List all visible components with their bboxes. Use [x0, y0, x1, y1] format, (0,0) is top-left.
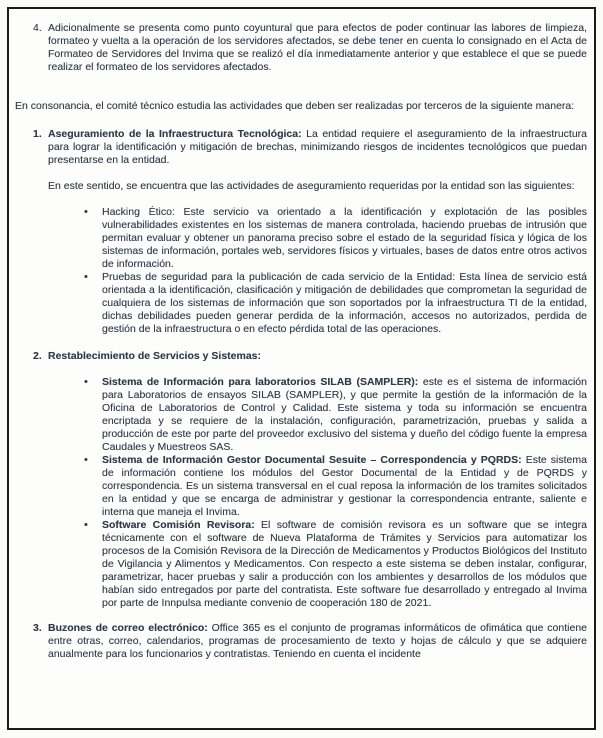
- bullet-sesuite-text: Sistema de Información Gestor Documental Sesuite – Correspondencia y PQRDS: Este sistema de información contiene los módulos del Gestor Documental de la Entidad y de PQRDS y correspondencia. Es un sistema transversal en el cual reposa la información de los tramites solicitados en la entidad y que se encarga de administrar y gestionar la correspondencia entrante, saliente e interna que maneja el Invima.: [102, 454, 587, 518]
- bullet-sesuite: [15, 454, 587, 519]
- bullet-pruebas-seguridad: [15, 271, 587, 336]
- item-1-subintro: En este sentido, se encuentra que las actividades de aseguramiento requeridas por la entidad son las siguientes:: [48, 180, 575, 192]
- bullet-icon: •: [84, 376, 88, 388]
- item-2-lead: Restablecimiento de Servicios y Sistemas:: [48, 350, 262, 362]
- list-item-3: [15, 622, 587, 661]
- bullet-icon: •: [84, 271, 88, 283]
- item-3-lead: Buzones de correo electrónico:: [48, 622, 208, 634]
- bullet-comision-revisora-text: Software Comisión Revisora: El software de comisión revisora es un software que se integra técnicamente con el software de Nueva Plataforma de Trámites y Servicios para automatizar los procesos de la Comisión Revisora de la Dirección de Medicamentos y Productos Biológicos del Instituto de Vigilancia y Alimentos y Medicamentos. Con respecto a este sistema se deben instalar, configurar, parametrizar, hacer pruebas y salir a producción con los ambientes y desarrollos de los módulos que habían sido entregados por parte del contratista. Este software fue desarrollado y entregado al Invima por parte de Innpulsa mediante convenio de cooperación 180 de 2021.: [102, 519, 587, 609]
- bullet-sesuite-lead: Sistema de Información Gestor Documental Sesuite – Correspondencia y PQRDS:: [102, 454, 522, 466]
- item-2-heading: [48, 350, 587, 363]
- item-2-number: 2.: [33, 350, 42, 362]
- bullet-comision-revisora: [15, 519, 587, 610]
- bullet-silab-text: Sistema de Información para laboratorios SILAB (SAMPLER): este es el sistema de información para Laboratorios de ensayos SILAB (SAMPLER), y que permite la gestión de la información de la Oficina de Laboratorios de Control y Calidad. Este sistema y toda su información se encuentra encriptada y se requiere de la instalación, configuración, parametrización, pruebas y salida a producción de este por parte del proveedor exclusivo del sistema y dueño del código fuente la empresa Caudales y Muestreos SAS.: [102, 376, 587, 453]
- bullet-icon: •: [84, 519, 88, 531]
- item-1-text: Aseguramiento de la Infraestructura Tecnológica: La entidad requiere el aseguramiento de la infraestructura para lograr la identificación y mitigación de brechas, minimizando riesgos de incidentes tecnológicos que puedan presentarse en la entidad.: [48, 128, 587, 166]
- item-4-text: Adicionalmente se presenta como punto coyuntural que para efectos de poder continuar las labores de limpieza, formateo y vuelta a la operación de los servidores afectados, se debe tener en cuenta lo consignado en el Acta de Formateo de Servidores del Invima que se realizó el día inmediatamente anterior y que establece el que se puede realizar el formateo de los servidores afectados.: [48, 22, 587, 73]
- list-item-1: [15, 128, 587, 167]
- list-item-2: [15, 350, 587, 363]
- item-1-number: 1.: [33, 128, 42, 140]
- bullet-silab: [15, 376, 587, 454]
- page-frame: [7, 7, 596, 730]
- list-item-4: [15, 22, 587, 74]
- bullet-icon: •: [84, 206, 88, 218]
- bullet-icon: •: [84, 454, 88, 466]
- bullet-pruebas-seguridad-text: Pruebas de seguridad para la publicación de cada servicio de la Entidad: Esta línea de servicio está orientada a la identificación, clasificación y mitigación de debilidades que comprometan la seguridad de cualquiera de los sistemas de información que son soportados por la infraestructura TI de la entidad, dichas debilidades pueden generar perdida de la información, accesos no autorizados, perdida de gestión de la infraestructura o en efecto pérdida total de las operaciones.: [102, 271, 587, 335]
- item-3-number: 3.: [33, 622, 42, 634]
- bullet-comision-revisora-lead: Software Comisión Revisora:: [102, 519, 255, 531]
- item-1-lead: Aseguramiento de la Infraestructura Tecnológica:: [48, 128, 302, 140]
- bullet-silab-lead: Sistema de Información para laboratorios SILAB (SAMPLER):: [102, 376, 419, 388]
- intro-paragraph: En consonancia, el comité técnico estudia las actividades que deben ser realizadas por terceros de la siguiente manera:: [15, 100, 575, 112]
- item-4-number: 4.: [33, 22, 42, 34]
- item-3-text: Buzones de correo electrónico: Office 365 es el conjunto de programas informáticos de ofimática que contiene entre otras, correo, calendarios, programas de procesamiento de texto y hojas de cálculo y que se adquiere anualmente para los funcionarios y contratistas. Teniendo en cuenta el incidente: [48, 622, 587, 660]
- bullet-hacking-etico-text: Hacking Ético: Este servicio va orientado a la identificación y explotación de las posibles vulnerabilidades existentes en los sistemas de manera controlada, haciendo pruebas de intrusión que permitan evaluar y obtener un panorama preciso sobre el estado de la seguridad física y lógica de los sistemas de información, portales web, servidores físicos y virtuales, bases de datos entre otros activos de información.: [102, 206, 587, 270]
- bullet-hacking-etico: [15, 206, 587, 271]
